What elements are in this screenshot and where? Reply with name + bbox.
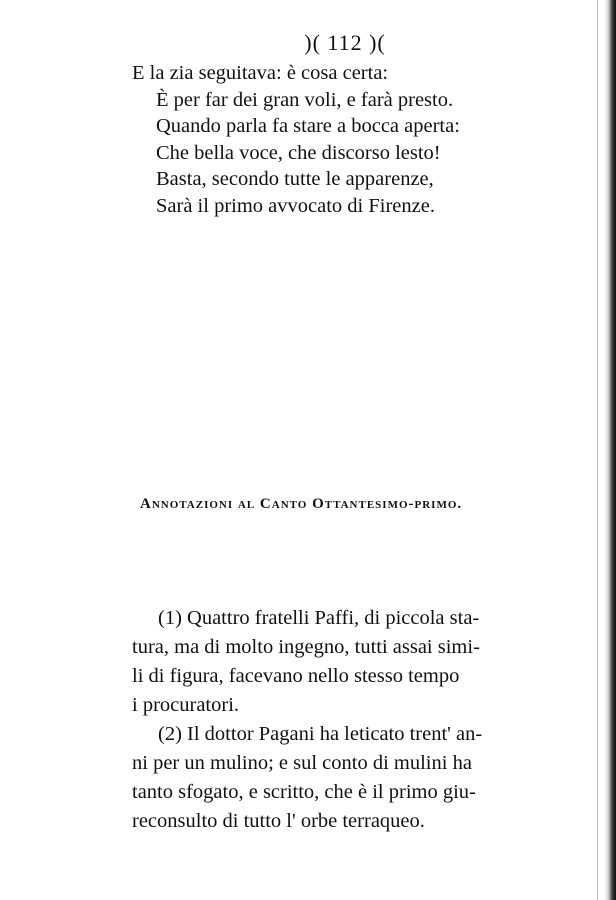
note-1 [132, 604, 564, 720]
annotations-heading: Annotazioni al Canto Ottantesimo-primo. [140, 496, 463, 512]
verse-line: Sarà il primo avvocato di Firenze. [156, 194, 435, 217]
verse-line: È per far dei gran voli, e farà presto. [156, 88, 454, 111]
page-number: )( 112 )( [304, 30, 386, 55]
note-2 [132, 720, 564, 836]
verse-stanza [132, 60, 460, 219]
note-line: reconsulto di tutto l' orbe terraqueo. [132, 810, 425, 832]
note-line: tanto sfogato, e scritto, che è il primo giu- [132, 781, 476, 803]
verse-line: Basta, secondo tutte le apparenze, [156, 168, 434, 190]
page-edge-line [597, 0, 598, 900]
note-line: i procuratori. [132, 694, 240, 716]
note-line: (2) Il dottor Pagani ha leticato trent' an- [158, 723, 483, 745]
note-line: li di figura, facevano nello stesso tempo [132, 665, 460, 687]
verse-line: Quando parla fa stare a bocca aperta: [156, 115, 460, 137]
verse-line: E la zia seguitava: è cosa certa: [132, 62, 389, 84]
verse-line: Che bella voce, che discorso lesto! [156, 141, 441, 164]
binding-shadow [604, 0, 616, 900]
annotations-notes [132, 604, 564, 836]
note-line: ni per un mulino; e sul conto di mulini ha [132, 752, 472, 774]
note-line: tura, ma di molto ingegno, tutti assai simi- [132, 636, 480, 658]
note-line: (1) Quattro fratelli Paffi, di piccola sta- [158, 607, 480, 629]
